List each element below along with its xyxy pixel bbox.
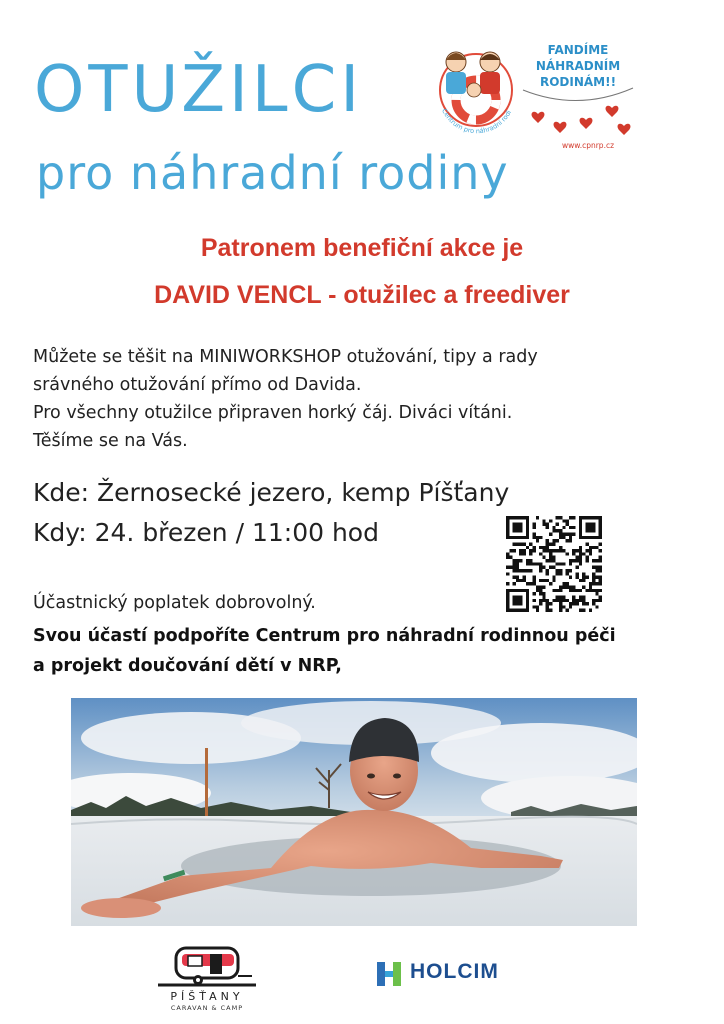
holcim-name: HOLCIM xyxy=(410,960,499,983)
logo-url: www.cpnrp.cz xyxy=(561,141,615,150)
pistany-name: PÍŠŤANY xyxy=(170,990,244,1003)
hearts-icon xyxy=(532,106,631,135)
description xyxy=(33,343,673,455)
pistany-tagline: CARAVAN & CAMP xyxy=(170,1004,244,1012)
event-location: Kde: Žernosecké jezero, kemp Píšťany xyxy=(33,478,510,507)
logo-slogan-line2: NÁHRADNÍM xyxy=(535,59,621,73)
description-line: srávného otužování přímo od Davida. xyxy=(33,375,362,395)
support-line: Svou účastí podpoříte Centrum pro náhradní rodinnou péči xyxy=(33,626,616,646)
ice-swimmer-photo xyxy=(71,698,637,926)
event-time: Kdy: 24. březen / 11:00 hod xyxy=(33,518,379,547)
description-line: Těšíme se na Vás. xyxy=(33,431,188,451)
description-line: Pro všechny otužilce připraven horký čáj. Diváci vítáni. xyxy=(33,403,513,423)
qr-code[interactable] xyxy=(506,516,602,612)
support-line: a projekt doučování dětí v NRP, xyxy=(33,656,342,676)
fee-text: Účastnický poplatek dobrovolný. xyxy=(33,593,316,613)
headline-title: OTUŽILCI xyxy=(34,53,364,127)
headline-subtitle: pro náhradní rodiny xyxy=(36,146,509,200)
holcim-h-icon xyxy=(374,958,406,990)
logo-slogan-line3: RODINÁM!! xyxy=(539,75,617,89)
logo-ring-text: Centrum pro náhradní rodi xyxy=(440,107,514,136)
support-text xyxy=(33,621,616,681)
family-lifebuoy-logo-icon xyxy=(428,40,638,155)
patron-line1: Patronem benefiční akce je xyxy=(200,234,524,262)
caravan-icon xyxy=(152,940,262,990)
description-line: Můžete se těšit na MINIWORKSHOP otužování, tipy a rady xyxy=(33,347,538,367)
ice-swimmer-image xyxy=(71,698,637,926)
qr-code-icon xyxy=(506,516,602,612)
cpnrp-logo xyxy=(428,40,638,155)
patron-line2: DAVID VENCL - otužilec a freediver xyxy=(154,281,570,309)
logo-slogan-line1: FANDÍME xyxy=(547,43,609,57)
